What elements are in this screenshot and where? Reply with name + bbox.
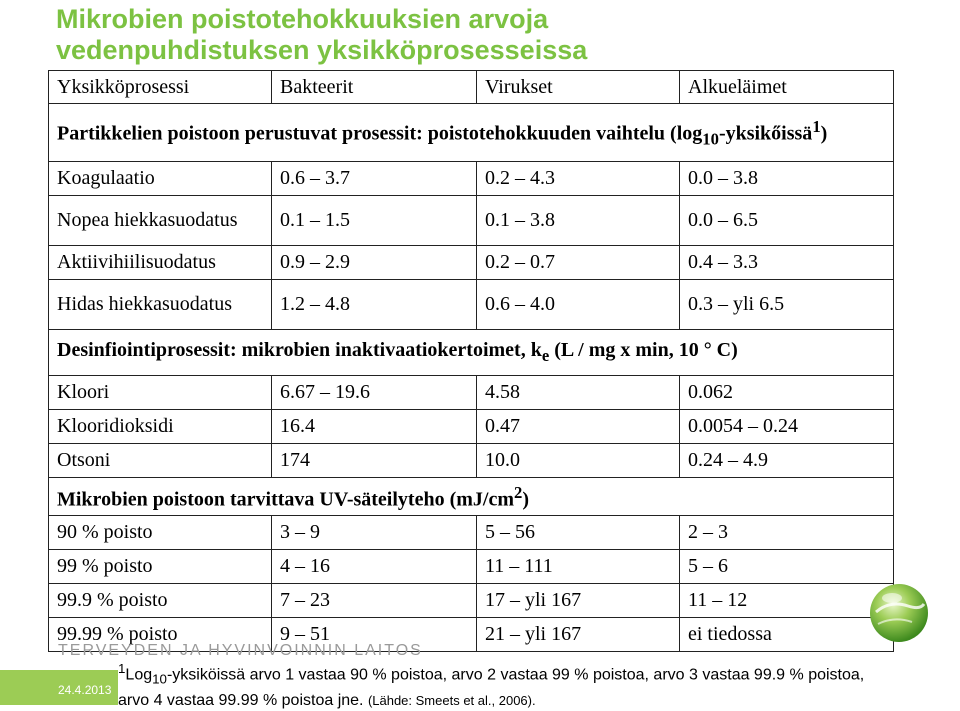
- table-cell: 0.24 – 4.9: [680, 444, 894, 478]
- table-cell: 6.67 – 19.6: [272, 376, 477, 410]
- section-sup: 2: [513, 483, 523, 503]
- table-cell: 0.6 – 4.0: [477, 280, 680, 330]
- column-header: Yksikköprosessi: [49, 71, 272, 104]
- section-text-2: ): [522, 488, 529, 511]
- table-row: [49, 584, 894, 618]
- table-row: [49, 516, 894, 550]
- table-cell: Otsoni: [49, 444, 272, 478]
- table-cell: 99.99 % poisto: [49, 618, 272, 652]
- table-cell: 16.4: [272, 410, 477, 444]
- table-cell: 90 % poisto: [49, 516, 272, 550]
- column-header: Virukset: [477, 71, 680, 104]
- slide-title: [56, 4, 756, 66]
- table-cell: 3 – 9: [272, 516, 477, 550]
- table-cell: 17 – yli 167: [477, 584, 680, 618]
- table-row: [49, 550, 894, 584]
- table-cell: 11 – 12: [680, 584, 894, 618]
- table-cell: 0.0 – 3.8: [680, 162, 894, 196]
- section-sub: 10: [702, 129, 719, 149]
- section-particle-removal-cell: [49, 104, 894, 162]
- table-cell: 9 – 51: [272, 618, 477, 652]
- table-cell: 5 – 56: [477, 516, 680, 550]
- table-cell: 0.6 – 3.7: [272, 162, 477, 196]
- section-uv: [49, 478, 894, 516]
- table-cell: 0.1 – 3.8: [477, 196, 680, 246]
- table-cell: ei tiedossa: [680, 618, 894, 652]
- column-header: Alkueläimet: [680, 71, 894, 104]
- section-disinfection-cell: [49, 330, 894, 376]
- table-cell: Aktiivihiilisuodatus: [49, 246, 272, 280]
- table-cell: 4.58: [477, 376, 680, 410]
- title-line-1: Mikrobien poistotehokkuuksien arvoja: [56, 4, 549, 34]
- table-cell: 2 – 3: [680, 516, 894, 550]
- table-row: [49, 162, 894, 196]
- table-row: [49, 246, 894, 280]
- section-text: Partikkelien poistoon perustuvat prosessit: poistotehokkuuden vaihtelu (log: [57, 122, 703, 145]
- table-cell: 174: [272, 444, 477, 478]
- table-cell: 0.3 – yli 6.5: [680, 280, 894, 330]
- footnote-text-1: Log: [125, 666, 153, 684]
- footnote-text-2: -yksiköissä arvo 1 vastaa 90 % poistoa, arvo 2 vastaa 99 % poistoa, arvo 3 vastaa 99.9 % poistoa, arvo 4 vastaa 99.99 % poistoa jne.: [118, 666, 865, 709]
- footnote: [118, 658, 878, 711]
- column-header: Bakteerit: [272, 71, 477, 104]
- section-text: Desinfiointiprosessit: mikrobien inaktivaatiokertoimet, k: [57, 338, 542, 361]
- table-cell: 0.9 – 2.9: [272, 246, 477, 280]
- section-disinfection: [49, 330, 894, 376]
- section-particle-removal: [49, 104, 894, 162]
- table-row: [49, 280, 894, 330]
- table-row: [49, 444, 894, 478]
- table-cell: 0.2 – 4.3: [477, 162, 680, 196]
- section-sub: e: [541, 345, 550, 365]
- table-row: [49, 376, 894, 410]
- title-line-2: vedenpuhdistuksen yksikköprosesseissa: [56, 35, 588, 65]
- table-cell: 99.9 % poisto: [49, 584, 272, 618]
- table-cell: 0.1 – 1.5: [272, 196, 477, 246]
- removal-efficiency-table: [48, 70, 894, 652]
- table-cell: 21 – yli 167: [477, 618, 680, 652]
- table-cell: Nopea hiekkasuodatus: [49, 196, 272, 246]
- institution-logo-text: TERVEYDEN JA HYVINVOINNIN LAITOS: [58, 642, 423, 659]
- table-cell: Klooridioksidi: [49, 410, 272, 444]
- table-cell: 0.0 – 6.5: [680, 196, 894, 246]
- table-cell: 0.2 – 0.7: [477, 246, 680, 280]
- table-cell: Kloori: [49, 376, 272, 410]
- table-cell: 10.0: [477, 444, 680, 478]
- table-cell: 1.2 – 4.8: [272, 280, 477, 330]
- table-cell: 11 – 111: [477, 550, 680, 584]
- table-cell: 99 % poisto: [49, 550, 272, 584]
- table-cell: 0.4 – 3.3: [680, 246, 894, 280]
- footnote-marker: 1: [118, 661, 126, 676]
- table-cell: 7 – 23: [272, 584, 477, 618]
- table-cell: 5 – 6: [680, 550, 894, 584]
- section-text-2: -yksikőissä: [718, 122, 813, 145]
- table-cell: Hidas hiekkasuodatus: [49, 280, 272, 330]
- slide-date: 24.4.2013: [58, 683, 112, 697]
- footnote-sub: 10: [152, 671, 167, 687]
- table-cell: Koagulaatio: [49, 162, 272, 196]
- table-cell: 0.47: [477, 410, 680, 444]
- section-sup: 1: [812, 116, 821, 136]
- section-text: Mikrobien poistoon tarvittava UV-säteilyteho (mJ/cm: [57, 488, 514, 511]
- globe-icon: [868, 582, 930, 644]
- table-header-row: [49, 71, 894, 104]
- table-cell: 4 – 16: [272, 550, 477, 584]
- table-row: [49, 410, 894, 444]
- section-text-3: ): [820, 122, 828, 145]
- footnote-source: (Lähde: Smeets et al., 2006).: [367, 692, 536, 708]
- section-text-2: (L / mg x min, 10 ° C): [549, 338, 738, 361]
- section-uv-cell: [49, 478, 894, 516]
- table-row: [49, 196, 894, 246]
- table-cell: 0.062: [680, 376, 894, 410]
- table-cell: 0.0054 – 0.24: [680, 410, 894, 444]
